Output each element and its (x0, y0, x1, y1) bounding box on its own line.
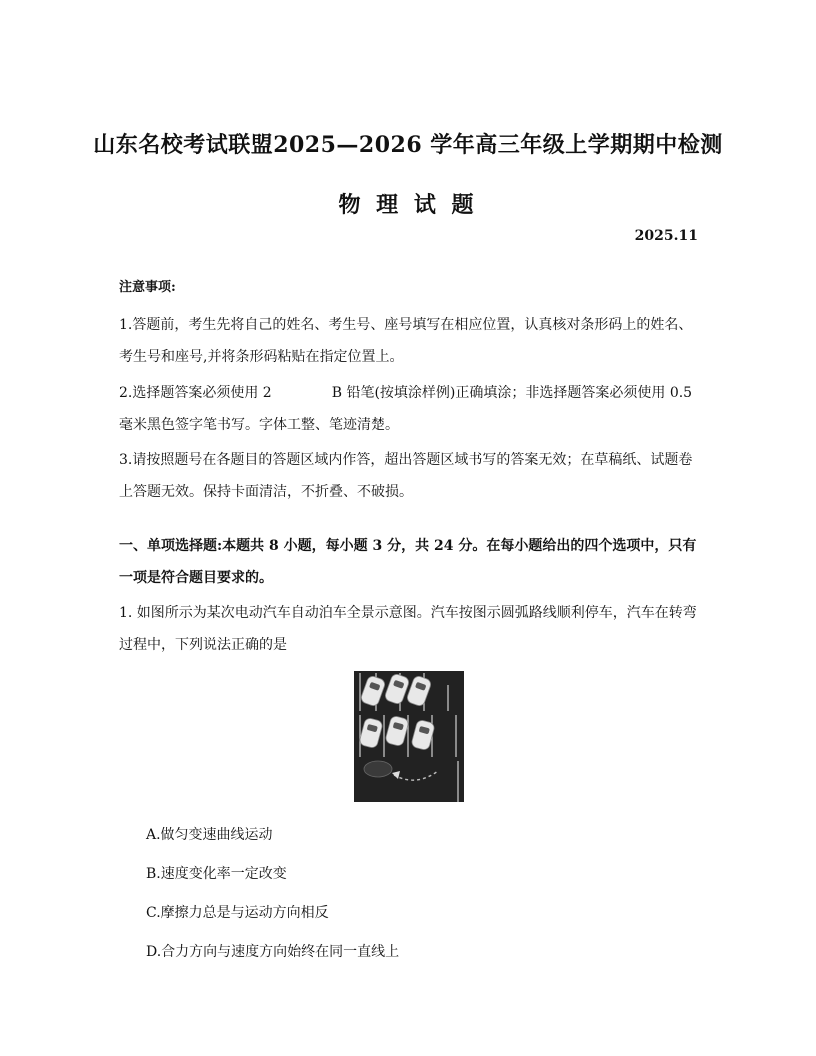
section-heading: 一、单项选择题:本题共 8 小题，每小题 3 分，共 24 分。在每小题给出的四个选项中，只有一项是符合题目要求的。 (119, 538, 697, 586)
note-item-1: 1.答题前，考生先将自己的姓名、考生号、座号填写在相应位置，认真核对条形码上的姓名、考生号和座号,并将条形码粘贴在指定位置上。 (119, 317, 693, 365)
exam-subtitle: 物 理 试 题 (338, 192, 478, 218)
note-item-2 (119, 377, 699, 441)
exam-title: 山东名校考试联盟2025—2026 学年高三年级上学期期中检测 (93, 132, 723, 158)
option-a: A.做匀变速曲线运动 (146, 827, 273, 843)
option-c: C.摩擦力总是与运动方向相反 (146, 905, 329, 921)
parking-illustration (354, 671, 464, 802)
option-d: D.合力方向与速度方向始终在同一直线上 (146, 944, 400, 960)
notes-heading: 注意事项: (119, 280, 176, 295)
exam-date: 2025.11 (634, 228, 698, 244)
option-b: B.速度变化率一定改变 (146, 866, 287, 882)
note-item-3: 3.请按照题号在各题目的答题区域内作答，超出答题区域书写的答案无效；在草稿纸、试题卷上答题无效。保持卡面清洁，不折叠、不破损。 (119, 452, 693, 500)
note-item-2-part1: 2.选择题答案必须使用 2 (119, 385, 272, 401)
note-item-2-part2: B 铅笔(按填涂样例)正确填涂；非选择题答案必须使用 0.5 毫米黑色签字笔书写。字体工整、笔迹清楚。 (119, 385, 693, 433)
question-1-stem: 1. 如图所示为某次电动汽车自动泊车全景示意图。汽车按图示圆弧路线顺利停车，汽车在转弯过程中，下列说法正确的是 (119, 605, 697, 653)
